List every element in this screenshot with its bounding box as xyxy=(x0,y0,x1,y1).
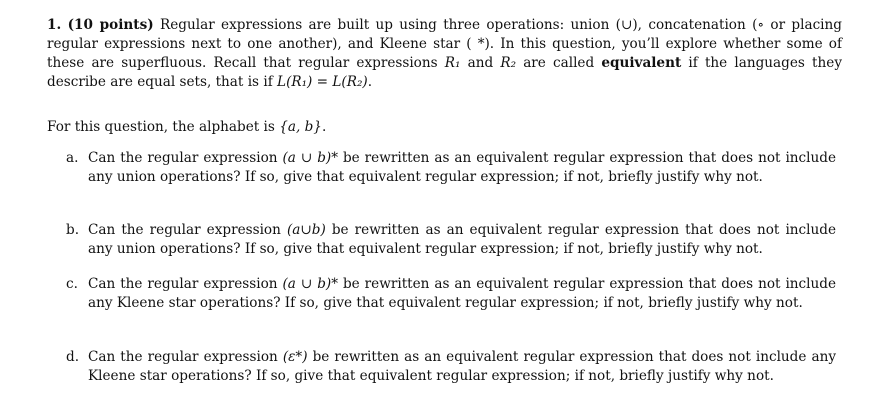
language-equation: L(R₁) = L(R₂) xyxy=(277,74,368,90)
equivalent-term: equivalent xyxy=(601,55,682,71)
part-a-post: be rewritten as an equivalent regular expression that does not include any union operations? If so, give that equivalent regular expression; if not, briefly justify why not. xyxy=(88,150,837,185)
part-c-text xyxy=(88,275,836,313)
part-a-label: a. xyxy=(66,150,79,166)
part-c-label: c. xyxy=(66,276,78,292)
part-b-label: b. xyxy=(66,222,80,238)
question-part-b xyxy=(66,221,836,259)
problem-points: (10 points) xyxy=(67,17,154,33)
r1-symbol: R₁ xyxy=(444,55,461,71)
alphabet-set: {a, b} xyxy=(279,119,322,135)
intro-text-1: Regular expressions are built up using three operations: union (∪), concatenation (∘ or placing regular expressions next to one another), and Kleene star ( *). In this question, you’ll explore whether some of these are superfluous. Recall that regular expressions xyxy=(47,17,842,71)
intro-text-2: are called xyxy=(516,55,602,71)
alphabet-statement xyxy=(47,118,837,137)
question-part-a xyxy=(66,149,836,187)
part-c-post: be rewritten as an equivalent regular expression that does not include any Kleene star operations? If so, give that equivalent regular expression; if not, briefly justify why not. xyxy=(88,276,837,311)
part-c-expression: (a ∪ b)* xyxy=(282,276,339,292)
part-b-expression: (a∪b) xyxy=(286,222,326,238)
question-part-c xyxy=(66,275,836,313)
alphabet-end: . xyxy=(321,119,327,135)
intro-end: . xyxy=(367,74,373,90)
r2-symbol: R₂ xyxy=(500,55,517,71)
and-text: and xyxy=(460,55,501,71)
part-d-text xyxy=(88,348,836,386)
part-a-text xyxy=(88,149,836,187)
part-d-post: be rewritten as an equivalent regular expression that does not include any Kleene star operations? If so, give that equivalent regular expression; if not, briefly justify why not. xyxy=(88,349,837,384)
part-a-expression: (a ∪ b)* xyxy=(282,150,339,166)
part-d-label: d. xyxy=(66,349,80,365)
part-b-pre: Can the regular expression xyxy=(88,222,287,238)
alphabet-pre: For this question, the alphabet is xyxy=(47,119,280,135)
part-d-pre: Can the regular expression xyxy=(88,349,283,365)
question-part-d xyxy=(66,348,836,386)
part-b-text xyxy=(88,221,836,259)
part-d-expression: (ε*) xyxy=(282,349,308,365)
part-b-post: be rewritten as an equivalent regular expression that does not include any union operations? If so, give that equivalent regular expression; if not, briefly justify why not. xyxy=(88,222,837,257)
problem-intro xyxy=(47,16,842,92)
intro-text-3: if the languages they describe are equal sets, that is if xyxy=(47,55,842,90)
problem-number: 1. xyxy=(47,17,62,33)
part-a-pre: Can the regular expression xyxy=(88,150,283,166)
part-c-pre: Can the regular expression xyxy=(88,276,283,292)
